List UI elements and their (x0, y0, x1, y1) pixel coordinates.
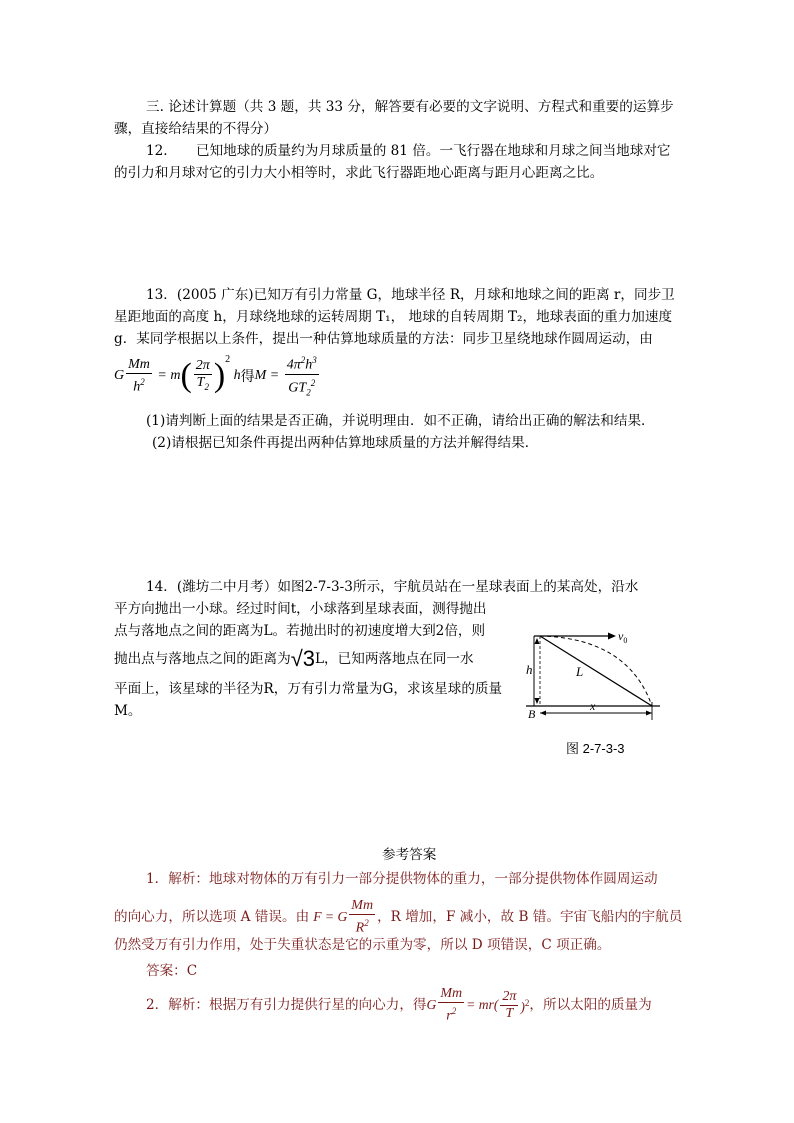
q13-sub2: (2)请根据已知条件再提出两种估算地球质量的方法并解得结果． (152, 435, 539, 451)
answer1-line2: 的向心力，所以选项 A 错误。由 F = G $\frac{Mm}{R^2}$ ，R 增加，F 减小，故 B 错。宇宙飞船内的宇航员 (114, 898, 683, 936)
q13-line3: g．某同学根据以上条件，提出一种估算地球质量的方法：同步卫星绕地球作圆周运动，由 (114, 331, 653, 347)
answer1-line2-b: ，R 增加，F 减小，故 B 错。宇宙飞船内的宇航员 (377, 909, 683, 926)
answer1-line3: 仍然受万有引力作用，处于失重状态是它的示重为零，所以 D 项错误，C 项正确。 (114, 937, 611, 953)
label-v0: $v_0$ (618, 629, 628, 645)
h-arrow-up-icon (535, 638, 540, 644)
label-x: x (590, 699, 596, 713)
answer2-line1: 2．解析：根据万有引力提供行星的向心力，得 G $\frac{Mm}{r^2}$ = mr( $\frac{2\pi}{T}$ )$^2$ ，所以太阳的质量为 (146, 986, 652, 1024)
q14-line6: M。 (114, 703, 142, 719)
answer1-line2-a: 的向心力，所以选项 A 错误。由 (114, 909, 310, 926)
q14-line4 (114, 648, 474, 670)
velocity-arrowhead-icon (608, 633, 616, 640)
q14-line2: 平方向抛出一小球。经过时间t，小球落到星球表面，测得抛出 (114, 601, 487, 617)
q12-number: 12. (146, 143, 168, 159)
q13-formula: G $\frac{Mm}{h^2}$ = m ( $\frac{2\pi}{T_2}$ ) 2 h 得 M = $\frac{4\pi^2h^3}{GT_2^2}$ (114, 352, 321, 400)
label-L: L (576, 664, 584, 679)
x-arrow-right-icon (646, 711, 652, 716)
answer2-line1-a: 2．解析：根据万有引力提供行星的向心力，得 (146, 997, 427, 1014)
q13-line1: 13．(2005 广东)已知万有引力常量 G，地球半径 R，月球和地球之间的距离 r，同步卫 (146, 287, 675, 303)
q12-line1: 已知地球的质量约为月球质量的 81 倍。一飞行器在地球和月球之间当地球对它 (196, 143, 671, 159)
q14-line3: 点与落地点之间的距离为L。若抛出时的初速度增大到2倍，则 (114, 623, 486, 639)
q14-line1: 14．(潍坊二中月考）如图2-7-3-3所示，宇航员站在一星球表面上的某高处，沿水 (146, 579, 639, 595)
q14-line5: 平面上，该星球的半径为R，万有引力常量为G，求该星球的质量 (114, 681, 503, 697)
q14-line4-a: 抛出点与落地点之间的距离为 (114, 651, 291, 667)
label-B: B (528, 707, 536, 720)
q13-sub1: (1)请判断上面的结果是否正确，并说明理由．如不正确，请给出正确的解法和结果． (146, 413, 655, 429)
answer2-line1-b: ，所以太阳的质量为 (529, 997, 652, 1014)
sqrt3-symbol: √3 (290, 646, 316, 671)
label-h: h (526, 662, 533, 677)
h-arrow-down-icon (535, 698, 540, 704)
q13-formula-de: 得 (240, 369, 255, 385)
answer1-line1: 1．解析：地球对物体的万有引力一部分提供物体的重力，一部分提供物体作圆周运动 (146, 871, 658, 887)
answer1-result: 答案：C (146, 963, 198, 979)
q14-line4-b: L，已知两落地点在同一水 (315, 651, 474, 667)
figure-caption: 图 2-7-3-3 (566, 741, 625, 756)
answers-title: 参考答案 (382, 847, 437, 863)
projectile-figure (518, 624, 668, 720)
section-heading-line2: 骤，直接给结果的不得分） (114, 121, 278, 137)
q12-line2: 的引力和月球对它的引力大小相等时，求此飞行器距地心距离与距月心距离之比。 (114, 165, 604, 181)
x-arrow-left-icon (540, 711, 546, 716)
q13-line2: 星距地面的高度 h，月球绕地球的运转周期 T₁， 地球的自转周期 T₂，地球表面的重力加速度 (114, 309, 673, 325)
section-heading-line1: 三. 论述计算题（共 3 题，共 33 分，解答要有必要的文字说明、方程式和重要的运算步 (146, 99, 674, 115)
